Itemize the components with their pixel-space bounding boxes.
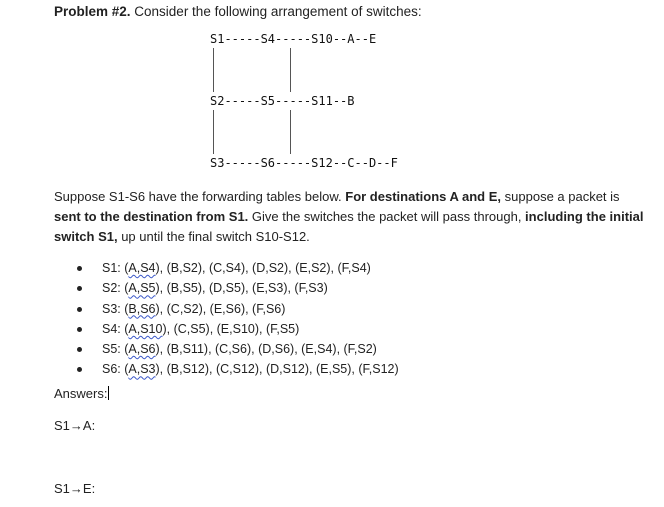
forwarding-tables-list <box>75 258 399 380</box>
diagram-row-2: S2-----S5-----S11--B <box>210 94 355 108</box>
description-text-3: Give the switches the packet will pass through, <box>248 209 526 224</box>
diagram-row-3: S3-----S6-----S12--C--D--F <box>210 156 398 170</box>
table-entries: ), (C,S5), (E,S10), (F,S5) <box>162 321 300 336</box>
forwarding-table-s6 <box>75 359 399 379</box>
spellcheck-underlined-entry: B,S6 <box>128 301 156 316</box>
forwarding-table-s4 <box>75 319 399 339</box>
table-prefix: S2: ( <box>102 281 129 296</box>
forwarding-table-s5 <box>75 339 399 359</box>
description-text-1: Suppose S1-S6 have the forwarding tables below. <box>54 189 346 204</box>
switch-diagram <box>210 32 474 172</box>
answer-line-a[interactable]: S1→A: <box>54 418 96 433</box>
table-entries: ), (B,S5), (D,S5), (E,S3), (F,S3) <box>155 281 328 296</box>
table-prefix: S5: ( <box>102 342 129 357</box>
table-entries: ), (B,S12), (C,S12), (D,S12), (E,S5), (F,S12) <box>155 362 399 377</box>
table-entries: ), (B,S2), (C,S4), (D,S2), (E,S2), (F,S4) <box>155 261 371 275</box>
answer-line-e[interactable]: S1→E: <box>54 481 96 496</box>
spellcheck-underlined-entry: A,S4 <box>128 261 156 275</box>
diagram-row-1: S1-----S4-----S10--A--E <box>210 32 377 46</box>
forwarding-table-s1 <box>75 258 399 278</box>
link-s4-s5 <box>290 48 291 92</box>
link-s5-s6 <box>290 110 291 154</box>
table-prefix: S1: ( <box>102 261 129 275</box>
problem-heading <box>54 4 422 19</box>
forwarding-table-s2 <box>75 278 399 298</box>
table-prefix: S3: ( <box>102 301 129 316</box>
answers-label: Answers: <box>54 386 108 401</box>
problem-description <box>54 187 644 247</box>
problem-number: Problem #2. <box>54 4 131 19</box>
spellcheck-underlined-entry: A,S3 <box>128 362 156 377</box>
spellcheck-underlined-entry: A,S10 <box>128 321 163 336</box>
forwarding-table-s3 <box>75 299 399 319</box>
description-text-4: up until the final switch S10-S12. <box>117 229 310 244</box>
description-bold-1: For destinations A and E, <box>345 189 502 204</box>
spellcheck-underlined-entry: A,S5 <box>128 281 156 296</box>
table-entries: ), (B,S11), (C,S6), (D,S6), (E,S4), (F,S2) <box>155 342 377 357</box>
text-cursor <box>108 386 109 400</box>
answers-label-line[interactable] <box>54 386 109 401</box>
description-text-2: suppose a packet is <box>501 189 620 204</box>
problem-prompt: Consider the following arrangement of switches: <box>130 4 422 19</box>
table-prefix: S4: ( <box>102 321 129 336</box>
link-s2-s3 <box>213 110 214 154</box>
description-bold-3: including the initial switch S1, <box>54 209 644 244</box>
spellcheck-underlined-entry: A,S6 <box>128 342 156 357</box>
description-bold-2: sent to the destination from S1. <box>54 209 249 224</box>
table-prefix: S6: ( <box>102 362 129 377</box>
table-entries: ), (C,S2), (E,S6), (F,S6) <box>155 301 286 316</box>
link-s1-s2 <box>213 48 214 92</box>
